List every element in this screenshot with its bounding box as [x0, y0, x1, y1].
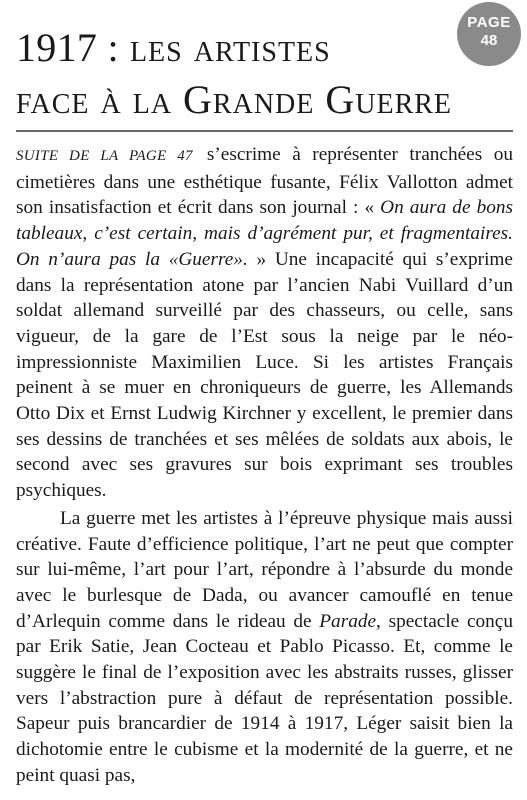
article-title [16, 22, 486, 126]
parade-title: Parade [319, 610, 377, 632]
title-line-2: face à la Grande Guerre [16, 77, 453, 122]
paragraph-1-text-b: » Une incapacité qui s’exprime dans la représentation atone par l’ancien Nabi Vuillard d’un soldat allemand surveillé par des chasseurs, ou celle, sans vigueur, de la gare de l’Est sous la neige par le néo-impressionniste Maximilien Luce. Si les artistes Français peinent à se muer en chroniqueurs de guerre, les Allemands Otto Dix et Ernst Ludwig Kirchner y excellent, le premier dans ses dessins de tranchées et ses mêlées de soldats aux abois, le second avec ses gravures sur bois exprimant ses troubles psychiques. [16, 248, 513, 502]
paragraph-2-text-b: , spectacle conçu par Erik Satie, Jean Cocteau et Pablo Picasso. Et, comme le suggère le final de l’exposition avec les abstraits russes, glisser vers l’abstraction pure à défaut de représentation possible. Sapeur puis brancardier de 1914 à 1917, Léger saisit bien la dichotomie entre le cubisme et la modernité de la guerre, et ne peint quasi pas, [16, 610, 513, 786]
vallotton-quote: On aura de bons tableaux, c’est certain, mais d’agrément pur, et fragmentaires. On n’aura pas la «Guerre». [16, 197, 514, 270]
paragraph-1 [16, 142, 513, 504]
title-year: 1917 [16, 25, 98, 70]
paragraph-2 [16, 506, 513, 789]
title-divider [16, 130, 513, 132]
page-number: 48 [480, 32, 498, 49]
paragraph-1-text-a: s’escrime à représenter tranchées ou cimetières dans une esthétique fusante, Félix Vallotton admet son insatisfaction et écrit dans son journal : « [16, 144, 513, 219]
title-line-1-rest: les artistes [129, 25, 331, 70]
paragraph-2-text-a: La guerre met les artistes à l’épreuve physique mais aussi créative. Faute d’efficience politique, l’art ne peut que compter sur lui-même, l’art pour l’art, répondre à l’absurde du monde avec le burlesque de Dada, ou avancer camouflé en tenue d’Arlequin comme dans le rideau de [16, 507, 513, 632]
continued-from-label: SUITE DE LA PAGE 47 [16, 148, 193, 164]
title-line-1 [16, 22, 486, 74]
article-body [16, 142, 513, 789]
title-colon: : [107, 25, 120, 70]
page-label: PAGE [467, 14, 511, 31]
